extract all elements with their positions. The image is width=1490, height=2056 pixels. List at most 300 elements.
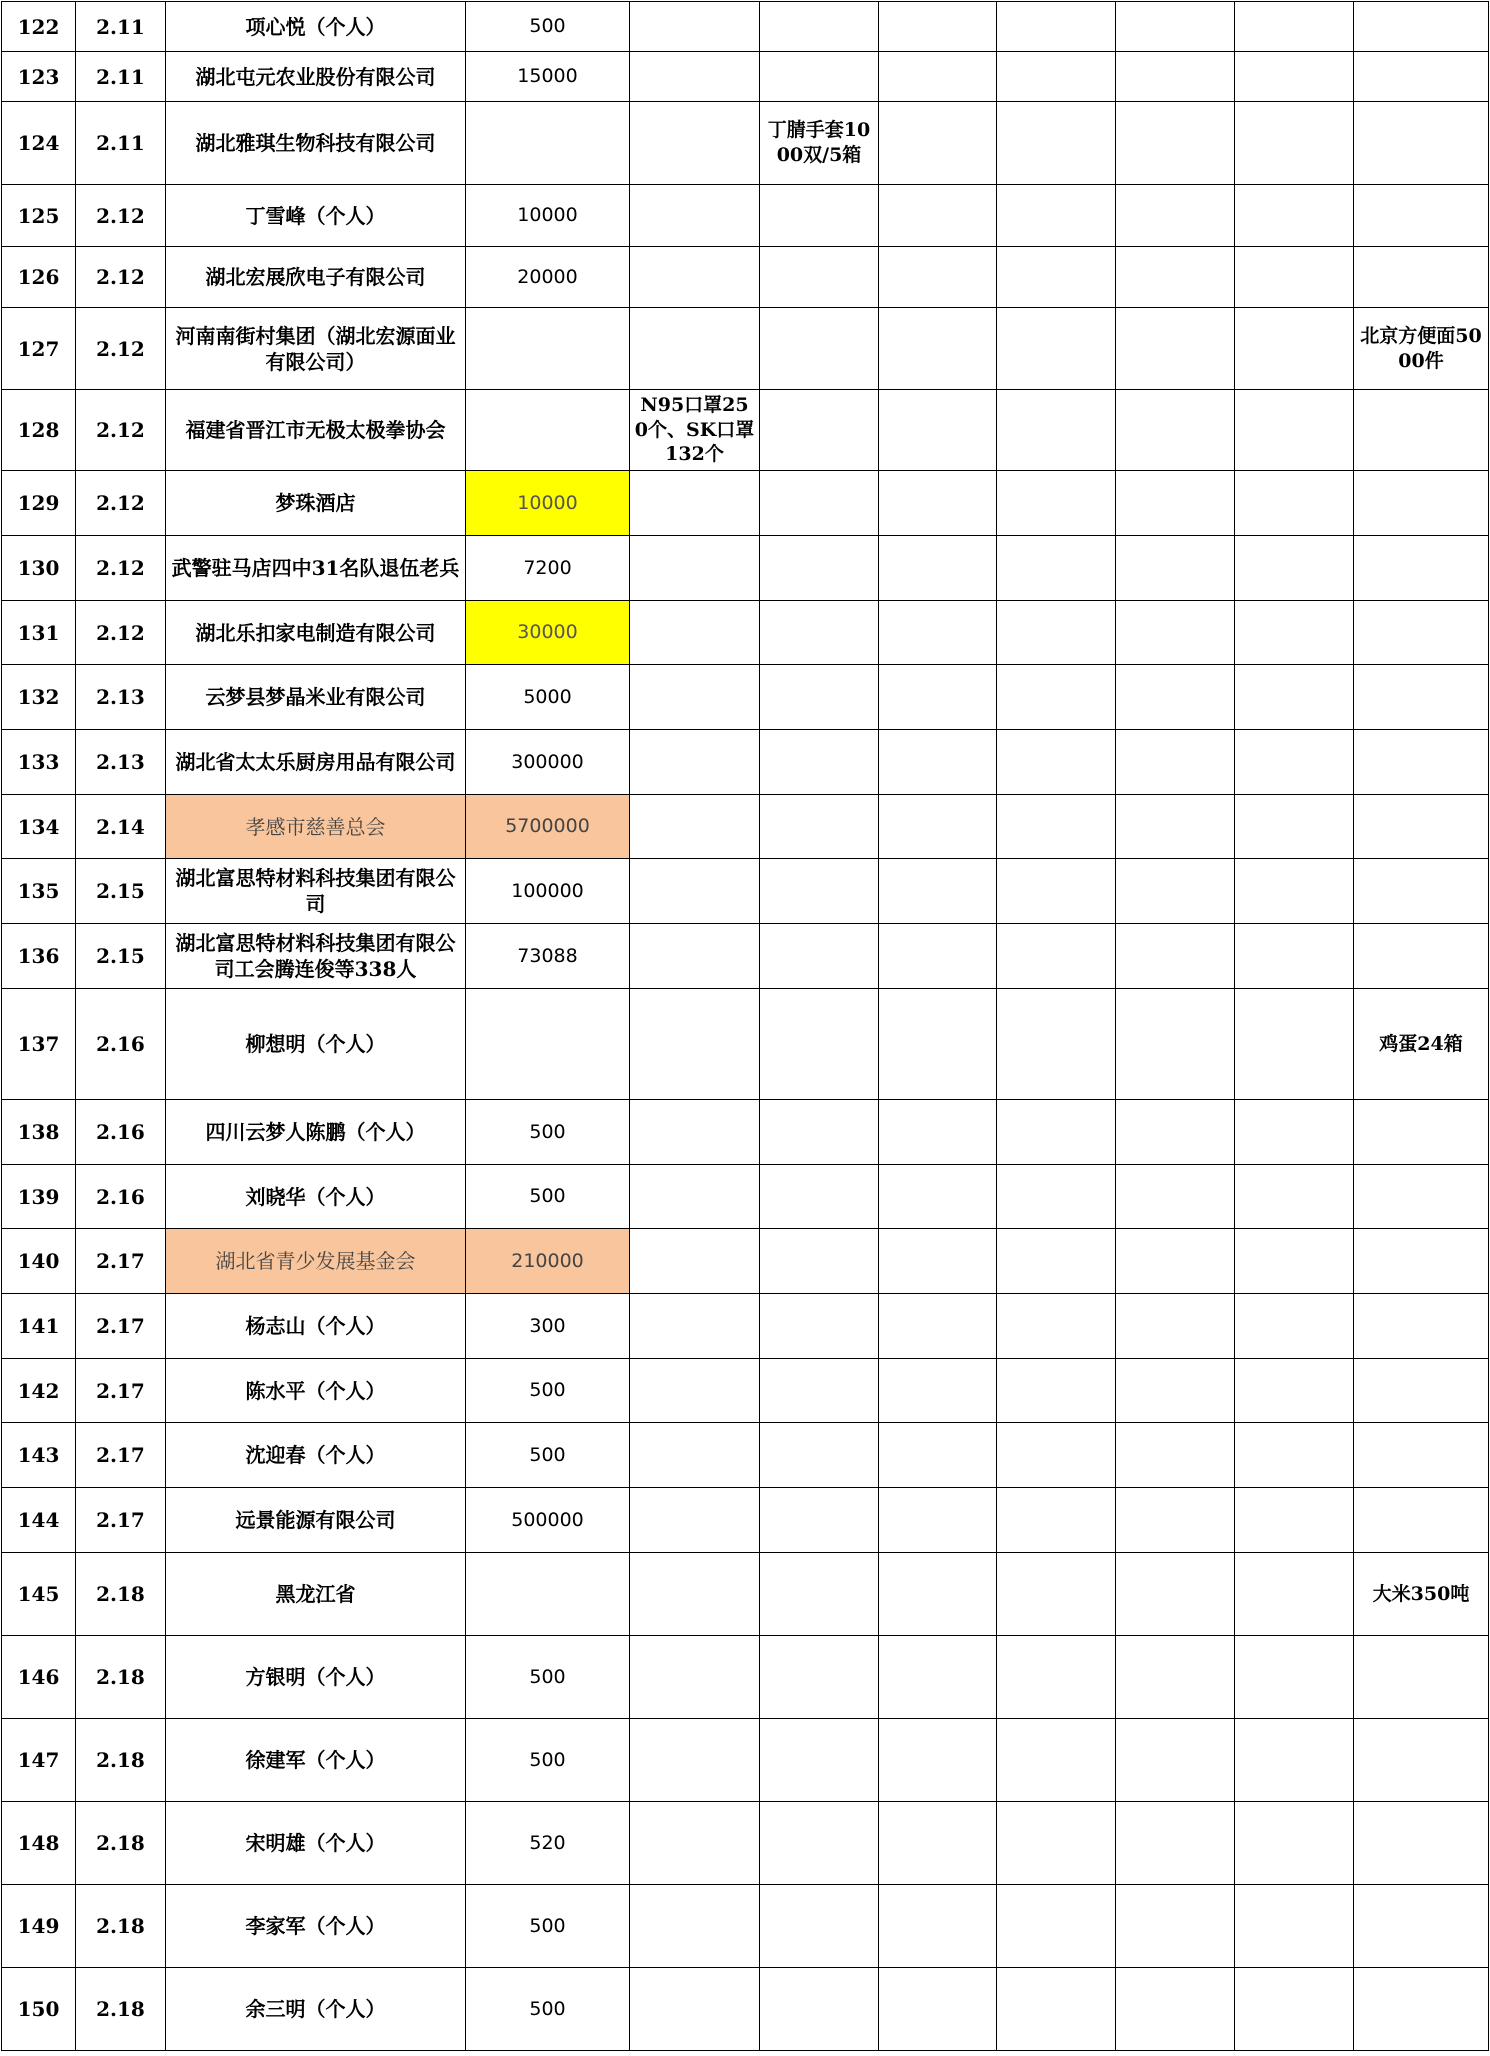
goods-col-3 <box>997 536 1116 601</box>
table-row <box>2 730 1489 795</box>
goods-col-6 <box>1354 1100 1489 1165</box>
row-number: 143 <box>2 1423 76 1488</box>
donor-name: 河南南街村集团（湖北宏源面业有限公司） <box>166 308 466 390</box>
goods-col-2 <box>760 536 879 601</box>
cash-amount <box>466 989 630 1100</box>
empty-cell <box>879 1100 997 1165</box>
row-date: 2.18 <box>76 1968 166 2051</box>
row-date: 2.18 <box>76 1719 166 1802</box>
donor-name: 梦珠酒店 <box>166 471 466 536</box>
donor-name: 湖北富思特材料科技集团有限公司 <box>166 859 466 924</box>
goods-col-4 <box>1116 1719 1235 1802</box>
table-row <box>2 665 1489 730</box>
donor-name: 湖北宏展欣电子有限公司 <box>166 247 466 308</box>
row-date: 2.13 <box>76 665 166 730</box>
goods-col-5 <box>1235 1359 1354 1423</box>
goods-col-5 <box>1235 52 1354 102</box>
goods-col-1 <box>630 601 760 665</box>
row-number: 131 <box>2 601 76 665</box>
goods-col-2 <box>760 1423 879 1488</box>
donor-name: 宋明雄（个人） <box>166 1802 466 1885</box>
cash-amount: 73088 <box>466 924 630 989</box>
goods-col-4 <box>1116 1294 1235 1359</box>
cash-amount: 500 <box>466 1968 630 2051</box>
row-number: 130 <box>2 536 76 601</box>
goods-col-5 <box>1235 1423 1354 1488</box>
goods-col-1 <box>630 2 760 52</box>
goods-col-2 <box>760 924 879 989</box>
goods-col-3 <box>997 2 1116 52</box>
goods-col-3 <box>997 859 1116 924</box>
goods-col-3 <box>997 390 1116 471</box>
donor-name: 方银明（个人） <box>166 1636 466 1719</box>
table-row <box>2 308 1489 390</box>
table-row <box>2 1968 1489 2051</box>
goods-col-3 <box>997 1553 1116 1636</box>
table-row <box>2 102 1489 185</box>
row-date: 2.18 <box>76 1802 166 1885</box>
cash-amount: 210000 <box>466 1229 630 1294</box>
goods-col-5 <box>1235 1885 1354 1968</box>
goods-col-1 <box>630 924 760 989</box>
goods-col-5 <box>1235 924 1354 989</box>
row-date: 2.11 <box>76 52 166 102</box>
row-number: 135 <box>2 859 76 924</box>
empty-cell <box>879 1553 997 1636</box>
goods-col-3 <box>997 102 1116 185</box>
row-number: 142 <box>2 1359 76 1423</box>
cash-amount: 500 <box>466 1719 630 1802</box>
goods-col-1 <box>630 52 760 102</box>
goods-col-6 <box>1354 247 1489 308</box>
goods-col-1 <box>630 989 760 1100</box>
donor-name: 李家军（个人） <box>166 1885 466 1968</box>
goods-col-1 <box>630 536 760 601</box>
goods-col-5 <box>1235 601 1354 665</box>
row-number: 150 <box>2 1968 76 2051</box>
donor-name: 徐建军（个人） <box>166 1719 466 1802</box>
cash-amount: 500 <box>466 1165 630 1229</box>
goods-col-6 <box>1354 1968 1489 2051</box>
goods-col-1 <box>630 795 760 859</box>
goods-col-1 <box>630 1294 760 1359</box>
cash-amount: 7200 <box>466 536 630 601</box>
goods-col-4 <box>1116 1229 1235 1294</box>
donor-name: 福建省晋江市无极太极拳协会 <box>166 390 466 471</box>
row-date: 2.16 <box>76 1165 166 1229</box>
goods-col-2 <box>760 1968 879 2051</box>
goods-col-3 <box>997 308 1116 390</box>
goods-col-1 <box>630 185 760 247</box>
goods-col-1 <box>630 665 760 730</box>
goods-col-2 <box>760 1885 879 1968</box>
row-number: 149 <box>2 1885 76 1968</box>
row-date: 2.15 <box>76 859 166 924</box>
goods-col-2 <box>760 1553 879 1636</box>
cash-amount: 500 <box>466 2 630 52</box>
empty-cell <box>879 1488 997 1553</box>
empty-cell <box>879 536 997 601</box>
goods-col-1 <box>630 247 760 308</box>
goods-col-4 <box>1116 536 1235 601</box>
table-row <box>2 1423 1489 1488</box>
goods-col-1 <box>630 1423 760 1488</box>
goods-col-4 <box>1116 665 1235 730</box>
empty-cell <box>879 1359 997 1423</box>
table-row <box>2 1165 1489 1229</box>
goods-col-6 <box>1354 1719 1489 1802</box>
goods-col-4 <box>1116 1885 1235 1968</box>
cash-amount: 500 <box>466 1100 630 1165</box>
goods-col-4 <box>1116 730 1235 795</box>
row-number: 136 <box>2 924 76 989</box>
table-row <box>2 1885 1489 1968</box>
table-row <box>2 1359 1489 1423</box>
goods-col-5 <box>1235 1488 1354 1553</box>
donor-name: 余三明（个人） <box>166 1968 466 2051</box>
donor-name: 沈迎春（个人） <box>166 1423 466 1488</box>
empty-cell <box>879 471 997 536</box>
goods-col-2 <box>760 52 879 102</box>
table-row <box>2 52 1489 102</box>
goods-col-4 <box>1116 795 1235 859</box>
goods-col-2: 丁腈手套1000双/5箱 <box>760 102 879 185</box>
goods-col-3 <box>997 989 1116 1100</box>
empty-cell <box>879 601 997 665</box>
goods-col-6 <box>1354 1636 1489 1719</box>
goods-col-5 <box>1235 308 1354 390</box>
row-date: 2.15 <box>76 924 166 989</box>
row-number: 133 <box>2 730 76 795</box>
cash-amount: 10000 <box>466 471 630 536</box>
table-row <box>2 1229 1489 1294</box>
cash-amount <box>466 102 630 185</box>
goods-col-3 <box>997 1968 1116 2051</box>
goods-col-2 <box>760 471 879 536</box>
goods-col-5 <box>1235 665 1354 730</box>
table-row <box>2 859 1489 924</box>
row-date: 2.12 <box>76 601 166 665</box>
row-date: 2.18 <box>76 1553 166 1636</box>
table-row <box>2 1294 1489 1359</box>
goods-col-2 <box>760 795 879 859</box>
cash-amount: 5000 <box>466 665 630 730</box>
goods-col-4 <box>1116 1100 1235 1165</box>
goods-col-5 <box>1235 1165 1354 1229</box>
goods-col-2 <box>760 730 879 795</box>
goods-col-4 <box>1116 1636 1235 1719</box>
goods-col-3 <box>997 247 1116 308</box>
row-number: 146 <box>2 1636 76 1719</box>
goods-col-1 <box>630 308 760 390</box>
goods-col-5 <box>1235 536 1354 601</box>
goods-col-5 <box>1235 185 1354 247</box>
row-number: 138 <box>2 1100 76 1165</box>
goods-col-6 <box>1354 730 1489 795</box>
goods-col-5 <box>1235 247 1354 308</box>
empty-cell <box>879 185 997 247</box>
donor-name: 柳想明（个人） <box>166 989 466 1100</box>
table-row <box>2 247 1489 308</box>
goods-col-2 <box>760 601 879 665</box>
goods-col-3 <box>997 52 1116 102</box>
goods-col-6 <box>1354 1165 1489 1229</box>
goods-col-4 <box>1116 1423 1235 1488</box>
table-row <box>2 1553 1489 1636</box>
goods-col-1 <box>630 102 760 185</box>
goods-col-6 <box>1354 665 1489 730</box>
empty-cell <box>879 795 997 859</box>
cash-amount: 520 <box>466 1802 630 1885</box>
goods-col-3 <box>997 665 1116 730</box>
cash-amount: 10000 <box>466 185 630 247</box>
goods-col-2 <box>760 1100 879 1165</box>
table-row <box>2 390 1489 471</box>
goods-col-4 <box>1116 1968 1235 2051</box>
donor-name: 湖北屯元农业股份有限公司 <box>166 52 466 102</box>
table-row <box>2 185 1489 247</box>
goods-col-6 <box>1354 471 1489 536</box>
row-number: 145 <box>2 1553 76 1636</box>
goods-col-3 <box>997 1100 1116 1165</box>
goods-col-3 <box>997 1885 1116 1968</box>
donor-name: 孝感市慈善总会 <box>166 795 466 859</box>
empty-cell <box>879 102 997 185</box>
donor-name: 四川云梦人陈鹏（个人） <box>166 1100 466 1165</box>
goods-col-4 <box>1116 102 1235 185</box>
goods-col-4 <box>1116 859 1235 924</box>
goods-col-2 <box>760 185 879 247</box>
donor-name: 黑龙江省 <box>166 1553 466 1636</box>
empty-cell <box>879 1802 997 1885</box>
row-number: 132 <box>2 665 76 730</box>
cash-amount: 500 <box>466 1636 630 1719</box>
goods-col-2 <box>760 390 879 471</box>
goods-col-4 <box>1116 1359 1235 1423</box>
goods-col-5 <box>1235 1719 1354 1802</box>
row-number: 126 <box>2 247 76 308</box>
goods-col-3 <box>997 924 1116 989</box>
goods-col-5 <box>1235 1100 1354 1165</box>
donor-name: 远景能源有限公司 <box>166 1488 466 1553</box>
donor-name: 陈水平（个人） <box>166 1359 466 1423</box>
goods-col-4 <box>1116 1802 1235 1885</box>
row-date: 2.12 <box>76 247 166 308</box>
goods-col-5 <box>1235 1553 1354 1636</box>
cash-amount <box>466 390 630 471</box>
goods-col-6 <box>1354 1488 1489 1553</box>
goods-col-6 <box>1354 102 1489 185</box>
row-number: 148 <box>2 1802 76 1885</box>
donor-name: 武警驻马店四中31名队退伍老兵 <box>166 536 466 601</box>
cash-amount: 500 <box>466 1359 630 1423</box>
table-row <box>2 795 1489 859</box>
goods-col-3 <box>997 471 1116 536</box>
goods-col-2 <box>760 1165 879 1229</box>
goods-col-3 <box>997 185 1116 247</box>
donor-name: 湖北富思特材料科技集团有限公司工会腾连俊等338人 <box>166 924 466 989</box>
goods-col-2 <box>760 247 879 308</box>
row-date: 2.17 <box>76 1229 166 1294</box>
goods-col-4 <box>1116 185 1235 247</box>
goods-col-4 <box>1116 390 1235 471</box>
row-date: 2.17 <box>76 1423 166 1488</box>
row-number: 123 <box>2 52 76 102</box>
row-number: 137 <box>2 989 76 1100</box>
goods-col-2 <box>760 989 879 1100</box>
cash-amount: 20000 <box>466 247 630 308</box>
goods-col-2 <box>760 1802 879 1885</box>
row-number: 140 <box>2 1229 76 1294</box>
donor-name: 刘晓华（个人） <box>166 1165 466 1229</box>
donation-table <box>1 1 1489 2051</box>
donor-name: 杨志山（个人） <box>166 1294 466 1359</box>
goods-col-5 <box>1235 471 1354 536</box>
goods-col-6 <box>1354 1229 1489 1294</box>
goods-col-1 <box>630 730 760 795</box>
cash-amount: 300 <box>466 1294 630 1359</box>
goods-col-2 <box>760 1359 879 1423</box>
goods-col-1 <box>630 1359 760 1423</box>
goods-col-6 <box>1354 924 1489 989</box>
goods-col-3 <box>997 1636 1116 1719</box>
goods-col-2 <box>760 1229 879 1294</box>
goods-col-1 <box>630 1802 760 1885</box>
goods-col-6 <box>1354 601 1489 665</box>
goods-col-5 <box>1235 390 1354 471</box>
goods-col-3 <box>997 601 1116 665</box>
goods-col-1 <box>630 1636 760 1719</box>
goods-col-3 <box>997 1165 1116 1229</box>
row-date: 2.13 <box>76 730 166 795</box>
empty-cell <box>879 859 997 924</box>
goods-col-1: N95口罩250个、SK口罩132个 <box>630 390 760 471</box>
empty-cell <box>879 52 997 102</box>
goods-col-5 <box>1235 2 1354 52</box>
row-number: 129 <box>2 471 76 536</box>
goods-col-1 <box>630 1488 760 1553</box>
table-row <box>2 471 1489 536</box>
goods-col-2 <box>760 1719 879 1802</box>
cash-amount: 500000 <box>466 1488 630 1553</box>
row-date: 2.14 <box>76 795 166 859</box>
table-row <box>2 536 1489 601</box>
goods-col-2 <box>760 308 879 390</box>
donor-name: 云梦县梦晶米业有限公司 <box>166 665 466 730</box>
empty-cell <box>879 924 997 989</box>
row-date: 2.17 <box>76 1294 166 1359</box>
goods-col-3 <box>997 730 1116 795</box>
empty-cell <box>879 2 997 52</box>
goods-col-6: 鸡蛋24箱 <box>1354 989 1489 1100</box>
goods-col-4 <box>1116 52 1235 102</box>
row-date: 2.11 <box>76 2 166 52</box>
empty-cell <box>879 247 997 308</box>
goods-col-5 <box>1235 102 1354 185</box>
goods-col-5 <box>1235 859 1354 924</box>
row-date: 2.12 <box>76 308 166 390</box>
goods-col-1 <box>630 1719 760 1802</box>
goods-col-2 <box>760 1488 879 1553</box>
goods-col-6: 北京方便面5000件 <box>1354 308 1489 390</box>
goods-col-3 <box>997 1359 1116 1423</box>
empty-cell <box>879 1165 997 1229</box>
table-row <box>2 1802 1489 1885</box>
row-number: 139 <box>2 1165 76 1229</box>
cash-amount <box>466 308 630 390</box>
goods-col-3 <box>997 1802 1116 1885</box>
goods-col-4 <box>1116 1165 1235 1229</box>
empty-cell <box>879 308 997 390</box>
empty-cell <box>879 730 997 795</box>
goods-col-6 <box>1354 390 1489 471</box>
donor-name: 湖北省太太乐厨房用品有限公司 <box>166 730 466 795</box>
goods-col-5 <box>1235 1229 1354 1294</box>
row-number: 127 <box>2 308 76 390</box>
goods-col-1 <box>630 1229 760 1294</box>
row-number: 144 <box>2 1488 76 1553</box>
row-number: 134 <box>2 795 76 859</box>
row-date: 2.12 <box>76 390 166 471</box>
goods-col-3 <box>997 1294 1116 1359</box>
row-number: 147 <box>2 1719 76 1802</box>
row-date: 2.17 <box>76 1359 166 1423</box>
empty-cell <box>879 1229 997 1294</box>
goods-col-5 <box>1235 1802 1354 1885</box>
goods-col-4 <box>1116 989 1235 1100</box>
goods-col-4 <box>1116 247 1235 308</box>
donor-name: 湖北省青少发展基金会 <box>166 1229 466 1294</box>
goods-col-5 <box>1235 989 1354 1100</box>
cash-amount: 100000 <box>466 859 630 924</box>
goods-col-3 <box>997 1423 1116 1488</box>
cash-amount: 500 <box>466 1423 630 1488</box>
goods-col-2 <box>760 2 879 52</box>
row-date: 2.16 <box>76 1100 166 1165</box>
row-date: 2.17 <box>76 1488 166 1553</box>
row-date: 2.12 <box>76 471 166 536</box>
goods-col-1 <box>630 1968 760 2051</box>
cash-amount: 500 <box>466 1885 630 1968</box>
row-number: 128 <box>2 390 76 471</box>
empty-cell <box>879 390 997 471</box>
goods-col-6 <box>1354 795 1489 859</box>
row-date: 2.16 <box>76 989 166 1100</box>
cash-amount: 5700000 <box>466 795 630 859</box>
table-row <box>2 601 1489 665</box>
cash-amount <box>466 1553 630 1636</box>
goods-col-6: 大米350吨 <box>1354 1553 1489 1636</box>
goods-col-6 <box>1354 1802 1489 1885</box>
goods-col-1 <box>630 1100 760 1165</box>
donor-name: 丁雪峰（个人） <box>166 185 466 247</box>
empty-cell <box>879 1294 997 1359</box>
empty-cell <box>879 1885 997 1968</box>
row-number: 141 <box>2 1294 76 1359</box>
goods-col-6 <box>1354 1423 1489 1488</box>
row-date: 2.12 <box>76 185 166 247</box>
empty-cell <box>879 665 997 730</box>
empty-cell <box>879 1423 997 1488</box>
cash-amount: 30000 <box>466 601 630 665</box>
goods-col-5 <box>1235 795 1354 859</box>
goods-col-1 <box>630 471 760 536</box>
goods-col-6 <box>1354 52 1489 102</box>
cash-amount: 15000 <box>466 52 630 102</box>
empty-cell <box>879 1719 997 1802</box>
row-date: 2.18 <box>76 1636 166 1719</box>
goods-col-4 <box>1116 601 1235 665</box>
